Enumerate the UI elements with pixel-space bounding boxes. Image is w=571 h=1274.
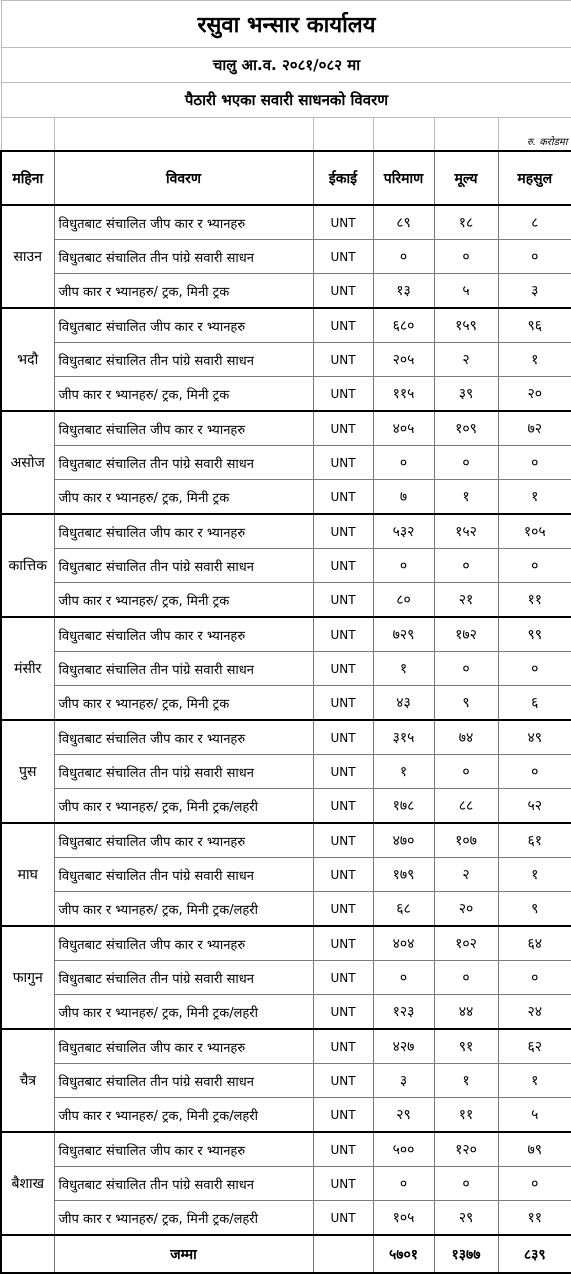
- unit-cell: UNT: [313, 926, 373, 961]
- description-cell: जीप कार र भ्यानहरु/ ट्रक, मिनी ट्रक/लहरी: [54, 1201, 313, 1236]
- table-row: [1, 1064, 571, 1098]
- value-cell: ४४: [434, 995, 498, 1030]
- unit-cell: UNT: [313, 720, 373, 755]
- col-value: मूल्य: [434, 151, 498, 205]
- duty-cell: ०: [498, 549, 571, 583]
- description-cell: जीप कार र भ्यानहरु/ ट्रक, मिनी ट्रक/लहरी: [54, 892, 313, 927]
- unit-cell: UNT: [313, 343, 373, 377]
- duty-cell: ६: [498, 686, 571, 721]
- quantity-cell: ०: [373, 549, 434, 583]
- col-quantity: परिमाण: [373, 151, 434, 205]
- value-cell: ९१: [434, 1029, 498, 1064]
- value-cell: ०: [434, 755, 498, 789]
- duty-cell: ११: [498, 1201, 571, 1236]
- value-cell: ०: [434, 652, 498, 686]
- quantity-cell: ८९: [373, 205, 434, 240]
- value-cell: ०: [434, 240, 498, 274]
- quantity-cell: १: [373, 652, 434, 686]
- table-row: [1, 1029, 571, 1064]
- value-cell: १५९: [434, 308, 498, 343]
- value-cell: १८: [434, 205, 498, 240]
- unit-cell: UNT: [313, 892, 373, 927]
- duty-cell: ६४: [498, 926, 571, 961]
- quantity-cell: १२३: [373, 995, 434, 1030]
- description-cell: विधुतबाट संचालित जीप कार र भ्यानहरु: [54, 617, 313, 652]
- duty-cell: ४९: [498, 720, 571, 755]
- unit-cell: UNT: [313, 446, 373, 480]
- table-row: [1, 1201, 571, 1236]
- value-cell: ३९: [434, 377, 498, 412]
- description-cell: विधुतबाट संचालित जीप कार र भ्यानहरु: [54, 823, 313, 858]
- table-row: [1, 274, 571, 309]
- unit-cell: UNT: [313, 411, 373, 446]
- duty-cell: ०: [498, 755, 571, 789]
- quantity-cell: ०: [373, 961, 434, 995]
- quantity-cell: ६८: [373, 892, 434, 927]
- value-cell: २०: [434, 892, 498, 927]
- duty-cell: ५२: [498, 789, 571, 824]
- duty-cell: ९९: [498, 617, 571, 652]
- month-cell: मंसीर: [1, 617, 54, 720]
- unit-cell: UNT: [313, 480, 373, 515]
- month-cell: फागुन: [1, 926, 54, 1029]
- description-cell: विधुतबाट संचालित तीन पांग्रे सवारी साधन: [54, 1167, 313, 1201]
- unit-cell: UNT: [313, 1064, 373, 1098]
- value-cell: ११: [434, 1098, 498, 1133]
- table-row: [1, 720, 571, 755]
- quantity-cell: ५३२: [373, 514, 434, 549]
- quantity-cell: ५००: [373, 1132, 434, 1167]
- quantity-cell: ०: [373, 240, 434, 274]
- unit-cell: UNT: [313, 1201, 373, 1236]
- month-cell: पुस: [1, 720, 54, 823]
- unit-cell: UNT: [313, 652, 373, 686]
- description-cell: विधुतबाट संचालित जीप कार र भ्यानहरु: [54, 720, 313, 755]
- table-row: [1, 514, 571, 549]
- value-cell: १: [434, 480, 498, 515]
- table-row: [1, 995, 571, 1030]
- unit-cell: UNT: [313, 377, 373, 412]
- total-row: [1, 1235, 571, 1273]
- description-cell: जीप कार र भ्यानहरु/ ट्रक, मिनी ट्रक: [54, 377, 313, 412]
- value-cell: २: [434, 343, 498, 377]
- duty-cell: ६२: [498, 1029, 571, 1064]
- description-cell: विधुतबाट संचालित तीन पांग्रे सवारी साधन: [54, 343, 313, 377]
- table-row: [1, 892, 571, 927]
- description-cell: विधुतबाट संचालित जीप कार र भ्यानहरु: [54, 411, 313, 446]
- value-cell: ०: [434, 961, 498, 995]
- duty-cell: ८: [498, 205, 571, 240]
- unit-cell: UNT: [313, 1098, 373, 1133]
- quantity-cell: २९: [373, 1098, 434, 1133]
- col-month: महिना: [1, 151, 54, 205]
- office-title: रसुवा भन्सार कार्यालय: [1, 1, 571, 48]
- unit-cell: UNT: [313, 308, 373, 343]
- unit-cell: UNT: [313, 1167, 373, 1201]
- table-row: [1, 961, 571, 995]
- quantity-cell: ७२९: [373, 617, 434, 652]
- unit-cell: UNT: [313, 755, 373, 789]
- duty-cell: ०: [498, 961, 571, 995]
- value-cell: ७४: [434, 720, 498, 755]
- duty-cell: १०५: [498, 514, 571, 549]
- duty-cell: ०: [498, 240, 571, 274]
- month-cell: माघ: [1, 823, 54, 926]
- quantity-cell: १७८: [373, 789, 434, 824]
- description-cell: विधुतबाट संचालित तीन पांग्रे सवारी साधन: [54, 549, 313, 583]
- duty-cell: ११: [498, 583, 571, 618]
- col-description: विवरण: [54, 151, 313, 205]
- description-cell: विधुतबाट संचालित तीन पांग्रे सवारी साधन: [54, 652, 313, 686]
- unit-cell: UNT: [313, 789, 373, 824]
- quantity-cell: ८०: [373, 583, 434, 618]
- total-duty: ८३९: [498, 1235, 571, 1273]
- unit-cell: UNT: [313, 274, 373, 309]
- duty-cell: ९६: [498, 308, 571, 343]
- unit-cell: UNT: [313, 617, 373, 652]
- value-cell: १०९: [434, 411, 498, 446]
- duty-cell: १: [498, 1064, 571, 1098]
- table-row: [1, 205, 571, 240]
- duty-cell: २०: [498, 377, 571, 412]
- unit-cell: UNT: [313, 823, 373, 858]
- table-row: [1, 789, 571, 824]
- description-cell: विधुतबाट संचालित जीप कार र भ्यानहरु: [54, 308, 313, 343]
- table-row: [1, 411, 571, 446]
- unit-cell: UNT: [313, 549, 373, 583]
- description-cell: विधुतबाट संचालित तीन पांग्रे सवारी साधन: [54, 240, 313, 274]
- table-row: [1, 377, 571, 412]
- unit-cell: UNT: [313, 858, 373, 892]
- table-row: [1, 583, 571, 618]
- value-cell: ५: [434, 274, 498, 309]
- table-row: [1, 1132, 571, 1167]
- quantity-cell: ७: [373, 480, 434, 515]
- unit-cell: UNT: [313, 1132, 373, 1167]
- value-cell: ०: [434, 446, 498, 480]
- duty-cell: ०: [498, 1167, 571, 1201]
- month-cell: बैशाख: [1, 1132, 54, 1235]
- value-cell: ८८: [434, 789, 498, 824]
- unit-cell: UNT: [313, 686, 373, 721]
- quantity-cell: ३: [373, 1064, 434, 1098]
- duty-cell: ०: [498, 446, 571, 480]
- description-cell: विधुतबाट संचालित तीन पांग्रे सवारी साधन: [54, 755, 313, 789]
- col-unit: ईकाई: [313, 151, 373, 205]
- total-label: जम्मा: [54, 1235, 313, 1273]
- quantity-cell: ३१५: [373, 720, 434, 755]
- table-row: [1, 858, 571, 892]
- value-cell: २९: [434, 1201, 498, 1236]
- description-cell: विधुतबाट संचालित तीन पांग्रे सवारी साधन: [54, 446, 313, 480]
- duty-cell: ६१: [498, 823, 571, 858]
- duty-cell: १: [498, 343, 571, 377]
- value-cell: १२०: [434, 1132, 498, 1167]
- duty-cell: ७२: [498, 411, 571, 446]
- duty-cell: ७९: [498, 1132, 571, 1167]
- description-cell: जीप कार र भ्यानहरु/ ट्रक, मिनी ट्रक/लहरी: [54, 995, 313, 1030]
- description-cell: विधुतबाट संचालित तीन पांग्रे सवारी साधन: [54, 858, 313, 892]
- table-row: [1, 240, 571, 274]
- quantity-cell: १७९: [373, 858, 434, 892]
- quantity-cell: ४०५: [373, 411, 434, 446]
- value-cell: ०: [434, 1167, 498, 1201]
- month-cell: चैत्र: [1, 1029, 54, 1132]
- description-cell: विधुतबाट संचालित तीन पांग्रे सवारी साधन: [54, 1064, 313, 1098]
- quantity-cell: ४०४: [373, 926, 434, 961]
- description-cell: विधुतबाट संचालित तीन पांग्रे सवारी साधन: [54, 961, 313, 995]
- table-row: [1, 823, 571, 858]
- month-cell: कात्तिक: [1, 514, 54, 617]
- unit-cell: UNT: [313, 961, 373, 995]
- unit-cell: UNT: [313, 995, 373, 1030]
- value-cell: १७२: [434, 617, 498, 652]
- description-cell: जीप कार र भ्यानहरु/ ट्रक, मिनी ट्रक: [54, 686, 313, 721]
- quantity-cell: १०५: [373, 1201, 434, 1236]
- description-cell: विधुतबाट संचालित जीप कार र भ्यानहरु: [54, 205, 313, 240]
- description-cell: जीप कार र भ्यानहरु/ ट्रक, मिनी ट्रक: [54, 274, 313, 309]
- quantity-cell: १: [373, 755, 434, 789]
- duty-cell: ९: [498, 892, 571, 927]
- fiscal-year: चालु आ.व. २०८१/०८२ मा: [1, 48, 571, 83]
- table-row: [1, 343, 571, 377]
- value-cell: ०: [434, 549, 498, 583]
- description-cell: विधुतबाट संचालित जीप कार र भ्यानहरु: [54, 514, 313, 549]
- value-cell: १: [434, 1064, 498, 1098]
- duty-cell: १: [498, 480, 571, 515]
- description-cell: जीप कार र भ्यानहरु/ ट्रक, मिनी ट्रक/लहरी: [54, 789, 313, 824]
- quantity-cell: ४३: [373, 686, 434, 721]
- quantity-cell: ४२७: [373, 1029, 434, 1064]
- unit-cell: UNT: [313, 514, 373, 549]
- duty-cell: ५: [498, 1098, 571, 1133]
- unit-note: रु. करोडमा: [498, 118, 571, 152]
- column-header-row: [1, 151, 571, 205]
- quantity-cell: ०: [373, 446, 434, 480]
- description-cell: जीप कार र भ्यानहरु/ ट्रक, मिनी ट्रक: [54, 583, 313, 618]
- duty-cell: ०: [498, 652, 571, 686]
- table-row: [1, 755, 571, 789]
- description-cell: जीप कार र भ्यानहरु/ ट्रक, मिनी ट्रक/लहरी: [54, 1098, 313, 1133]
- unit-cell: UNT: [313, 205, 373, 240]
- description-cell: विधुतबाट संचालित जीप कार र भ्यानहरु: [54, 926, 313, 961]
- description-cell: विधुतबाट संचालित जीप कार र भ्यानहरु: [54, 1029, 313, 1064]
- quantity-cell: ६८०: [373, 308, 434, 343]
- table-row: [1, 480, 571, 515]
- table-row: [1, 446, 571, 480]
- value-cell: १०७: [434, 823, 498, 858]
- total-value: १३७७: [434, 1235, 498, 1273]
- duty-cell: २४: [498, 995, 571, 1030]
- value-cell: ९: [434, 686, 498, 721]
- report-subject: पैठारी भएका सवारी साधनको विवरण: [1, 83, 571, 118]
- value-cell: २: [434, 858, 498, 892]
- description-cell: जीप कार र भ्यानहरु/ ट्रक, मिनी ट्रक: [54, 480, 313, 515]
- quantity-cell: ११५: [373, 377, 434, 412]
- month-cell: साउन: [1, 205, 54, 308]
- value-cell: १०२: [434, 926, 498, 961]
- unit-cell: UNT: [313, 1029, 373, 1064]
- table-row: [1, 1098, 571, 1133]
- table-row: [1, 652, 571, 686]
- value-cell: २१: [434, 583, 498, 618]
- month-cell: असोज: [1, 411, 54, 514]
- duty-cell: १: [498, 858, 571, 892]
- col-duty: महसुल: [498, 151, 571, 205]
- duty-cell: ३: [498, 274, 571, 309]
- table-row: [1, 926, 571, 961]
- description-cell: विधुतबाट संचालित जीप कार र भ्यानहरु: [54, 1132, 313, 1167]
- month-cell: भदौ: [1, 308, 54, 411]
- table-row: [1, 549, 571, 583]
- value-cell: १५२: [434, 514, 498, 549]
- table-row: [1, 308, 571, 343]
- quantity-cell: २०५: [373, 343, 434, 377]
- unit-cell: UNT: [313, 583, 373, 618]
- table-row: [1, 617, 571, 652]
- table-row: [1, 686, 571, 721]
- unit-cell: UNT: [313, 240, 373, 274]
- quantity-cell: ४७०: [373, 823, 434, 858]
- quantity-cell: १३: [373, 274, 434, 309]
- table-row: [1, 1167, 571, 1201]
- quantity-cell: ०: [373, 1167, 434, 1201]
- total-quantity: ५७०१: [373, 1235, 434, 1273]
